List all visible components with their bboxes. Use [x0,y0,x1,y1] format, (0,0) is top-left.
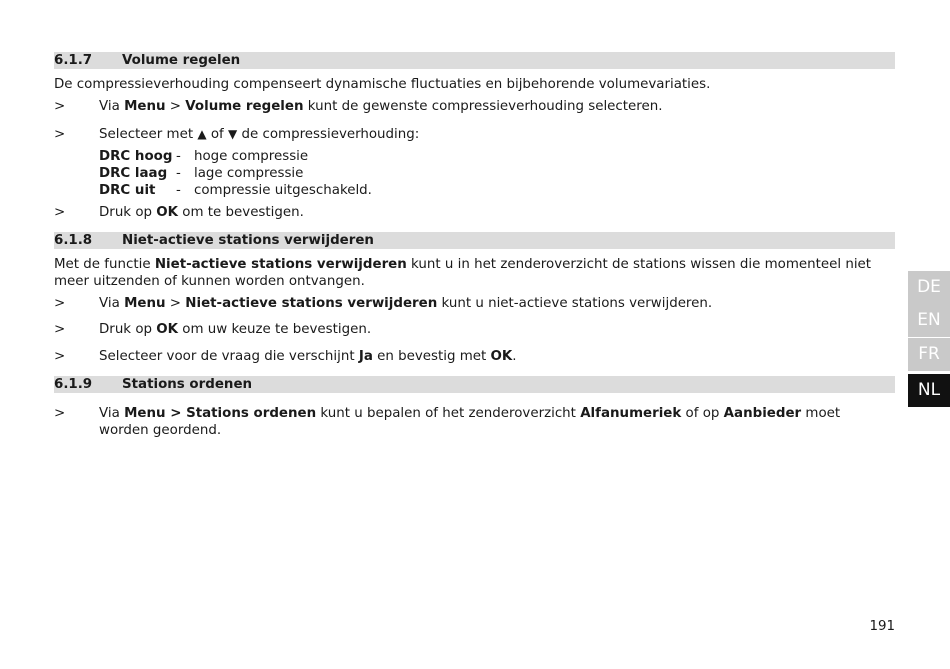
drc-option-desc: hoge compressie [194,149,309,164]
section-heading-6-1-7 [54,52,895,69]
section-heading-6-1-9 [54,376,895,393]
bullet-marker: > [54,127,66,142]
bullet-marker: > [54,99,66,114]
language-tab-nl[interactable]: NL [908,374,950,407]
drc-option-dash: - [176,166,181,181]
language-tab-en[interactable]: EN [908,304,950,337]
drc-option-key: DRC uit [99,183,156,198]
list-item-text: Selecteer met ▲ of ▼ de compressieverhouding: [99,127,420,142]
drc-option-dash: - [176,149,181,164]
arrow-down-icon: ▼ [228,127,238,141]
bullet-marker: > [54,349,66,364]
paragraph: Met de functie Niet-actieve stations verwijderen kunt u in het zenderoverzicht de stations wissen die momenteel niet meer uitzenden of kunnen worden ontvangen. [54,257,872,289]
language-tab-fr[interactable]: FR [908,338,950,371]
bullet-marker: > [54,406,66,421]
list-item-text: Via Menu > Stations ordenen kunt u bepalen of het zenderoverzicht Alfanumeriek of op Aanbieder moet worden geordend. [99,406,841,438]
arrow-up-icon: ▲ [197,127,207,141]
drc-option-desc: lage compressie [194,166,304,181]
language-tab-de[interactable]: DE [908,271,950,304]
section-number: 6.1.9 [54,377,93,392]
list-item-text: Druk op OK om te bevestigen. [99,205,304,220]
paragraph: De compressieverhouding compenseert dynamische fluctuaties en bijbehorende volumevariaties. [54,77,711,92]
section-title: Volume regelen [122,53,241,68]
drc-option-desc: compressie uitgeschakeld. [194,183,372,198]
section-heading-6-1-8 [54,232,895,249]
drc-option-key: DRC laag [99,166,168,181]
bullet-marker: > [54,205,66,220]
list-item-text: Druk op OK om uw keuze te bevestigen. [99,322,372,337]
drc-option-key: DRC hoog [99,149,173,164]
bullet-marker: > [54,296,66,311]
section-number: 6.1.7 [54,53,93,68]
bullet-marker: > [54,322,66,337]
list-item-text: Via Menu > Niet-actieve stations verwijderen kunt u niet-actieve stations verwijderen. [99,296,713,311]
section-number: 6.1.8 [54,233,93,248]
section-title: Stations ordenen [122,377,253,392]
drc-option-dash: - [176,183,181,198]
list-item-text: Via Menu > Volume regelen kunt de gewenste compressieverhouding selecteren. [99,99,663,114]
list-item-text: Selecteer voor de vraag die verschijnt Ja en bevestig met OK. [99,349,517,364]
section-title: Niet-actieve stations verwijderen [122,233,374,248]
page-number: 191 [869,619,895,634]
